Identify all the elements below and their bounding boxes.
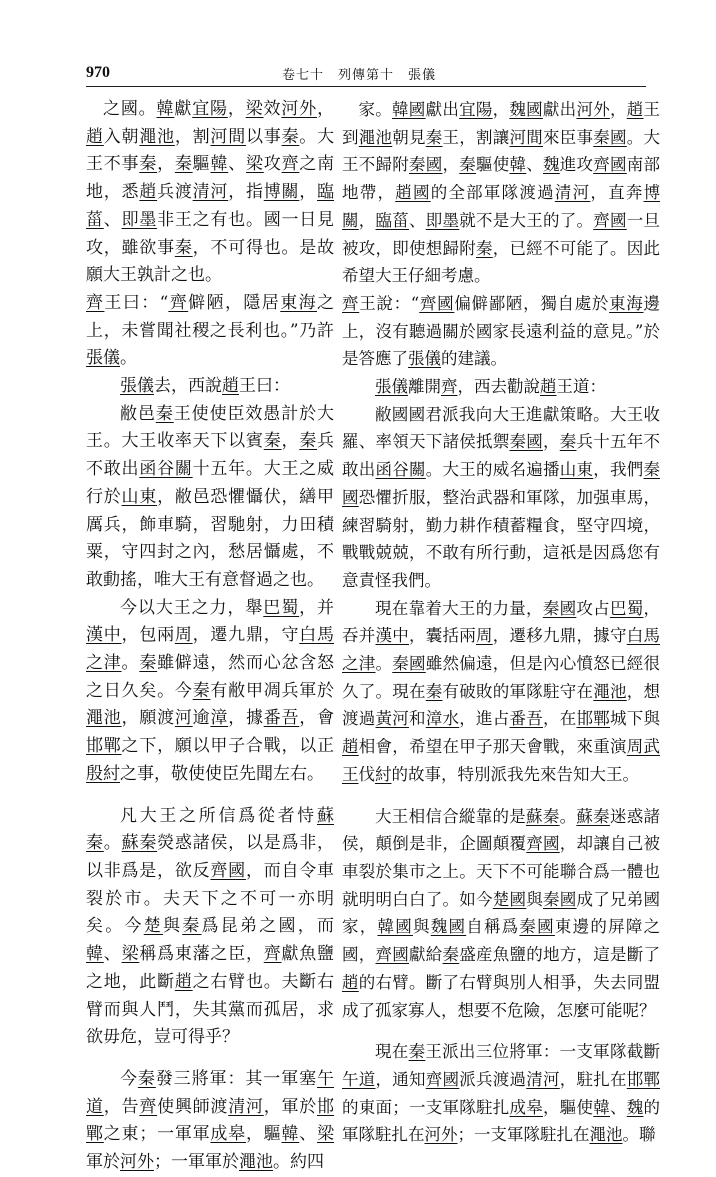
paragraph-gap bbox=[86, 789, 334, 803]
paragraph-gap bbox=[342, 1024, 660, 1038]
right-paragraph: 齊王說：“齊國偏僻鄙陋，獨自處於東海邊上，沒有聽過關於國家長遠利益的意見。”於是答應了張儀的建議。 bbox=[342, 293, 661, 369]
paragraph-gap bbox=[342, 789, 660, 803]
running-head: 卷七十 列傳第十 張儀 bbox=[282, 68, 437, 83]
paragraph-gap bbox=[86, 1052, 334, 1066]
left-paragraph: 今以大王之力，舉巴蜀，并漢中，包兩周，遷九鼎，守白馬之津。秦雖僻遠，然而心忿含怒之日久矣。今秦有敝甲凋兵軍於澠池，願渡河逾漳，據番吾，會邯鄲之下，願以甲子合戰，以正殷紂之事，敬使使臣先聞左右。 bbox=[86, 597, 335, 784]
translation-text-column bbox=[342, 96, 660, 1149]
right-paragraph: 家。韓國獻出宜陽，魏國獻出河外，趙王到澠池朝見秦王，割讓河間來臣事秦國。大王不歸附秦國，秦驅使韓、魏進攻齊國南部地帶，趙國的全部軍隊渡過清河，直奔博關，臨菑、即墨就不是大王的了。齊國一旦被攻，即使想歸附秦，已經不可能了。因此希望大王仔細考慮。 bbox=[342, 100, 661, 286]
classical-text-column bbox=[86, 96, 334, 1177]
right-paragraph: 張儀離開齊，西去勸說趙王道： bbox=[375, 377, 606, 397]
page-header bbox=[86, 64, 646, 86]
left-paragraph: 今秦發三將軍：其一軍塞午道，告齊使興師渡清河，軍於邯鄲之東；一軍軍成皋，驅韓、梁軍於河外；一軍軍於澠池。約四 bbox=[86, 1068, 335, 1173]
left-paragraph: 齊王曰：“齊僻陋，隱居東海之上，未嘗聞社稷之長利也。”乃許張儀。 bbox=[86, 292, 335, 369]
header-rule bbox=[86, 86, 646, 87]
left-paragraph: 敝邑秦王使使臣效愚計於大王。大王收率天下以賓秦，秦兵不敢出函谷關十五年。大王之威行於山東，敝邑恐懼懾伏，繕甲厲兵，飾車騎，習馳射，力田積粟，守四封之內，愁居懾處，不敢動搖，唯大王有意督過之也。 bbox=[86, 403, 335, 590]
left-paragraph: 之國。韓獻宜陽，梁效河外，趙入朝澠池，割河間以事秦。大王不事秦，秦驅韓、梁攻齊之南地，悉趙兵渡清河，指博關，臨菑、即墨非王之有也。國一日見攻，雖欲事秦，不可得也。是故願大王孰計之也。 bbox=[86, 99, 335, 286]
left-paragraph: 張儀去，西說趙王曰： bbox=[120, 376, 290, 397]
page-number: 970 bbox=[86, 64, 110, 81]
right-paragraph: 現在秦王派出三位將軍：一支軍隊截斷午道，通知齊國派兵渡過清河，駐扎在邯鄲的東面；一支軍隊駐扎成皋，驅使韓、魏的軍隊駐扎在河外；一支軍隊駐扎在澠池。聯 bbox=[342, 1042, 660, 1145]
right-paragraph: 敝國國君派我向大王進獻策略。大王收羅、率領天下諸侯抵禦秦國，秦兵十五年不敢出函谷關。大王的威名遍播山東，我們秦國恐懼折服，整治武器和軍隊，加强車馬，練習騎射，勤力耕作積蓄糧食，堅守四境，戰戰兢兢，不敢有所行動，這祇是因爲您有意責怪我們。 bbox=[342, 404, 660, 590]
left-paragraph: 凡大王之所信爲從者恃蘇秦。蘇秦熒惑諸侯，以是爲非，以非爲是，欲反齊國，而自令車裂於市。夫天下之不可一亦明矣。今楚與秦爲昆弟之國，而韓、梁稱爲東藩之臣，齊獻魚鹽之地，此斷趙之右臂也。夫斷右臂而與人鬥，失其黨而孤居，求欲毋危，豈可得乎？ bbox=[86, 805, 335, 1048]
right-paragraph: 大王相信合縱靠的是蘇秦。蘇秦迷惑諸侯，顛倒是非，企圖顛覆齊國，却讓自己被車裂於集市之上。天下不可能聯合爲一體也就明明白白了。如今楚國與秦國成了兄弟國家，韓國與魏國自稱爲秦國東邊的屏障之國，齊國獻給秦盛産魚鹽的地方，這是斷了趙的右臂。斷了右臂與別人相爭，失去同盟成了孤家寡人，想要不危險，怎麼可能呢？ bbox=[342, 806, 661, 1020]
right-paragraph: 現在靠着大王的力量，秦國攻占巴蜀，吞并漢中，囊括兩周，遷移九鼎，據守白馬之津。秦國雖然偏遠，但是內心憤怒已經很久了。現在秦有破敗的軍隊駐守在澠池，想渡過黃河和漳水，進占番吾，在邯鄲城下與趙相會，希望在甲子那天會戰，來重演周武王伐紂的故事，特別派我先來告知大王。 bbox=[342, 598, 660, 784]
